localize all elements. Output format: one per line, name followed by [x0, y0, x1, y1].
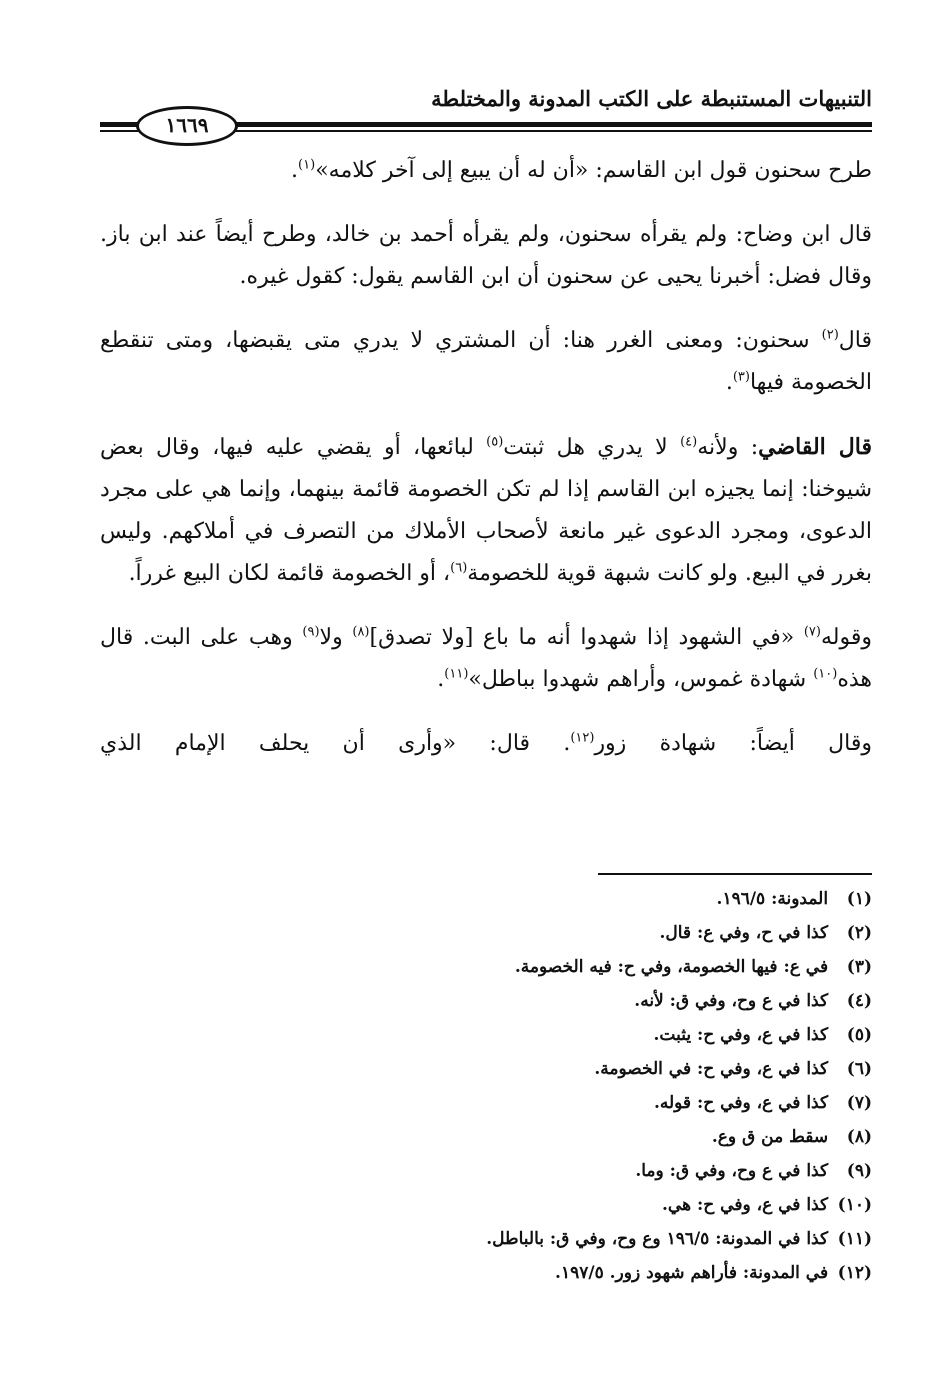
text-run: : ولأنه — [697, 435, 759, 460]
footnote-marker: (١١) — [444, 666, 469, 682]
footnote-text: كذا في ع، وفي ح: يثبت. — [653, 1025, 834, 1045]
footnote-text: كذا في المدونة: ١٩٦/٥ وع وح، وفي ق: بالباطل. — [486, 1229, 834, 1249]
footnote-marker: (١) — [298, 157, 316, 173]
footnote-marker: (٧) — [803, 624, 821, 640]
text-run: قال ابن وضاح: ولم يقرأه سحنون، ولم يقرأه أحمد بن خالد، وطرح أيضاً عند ابن باز. وقال فضل: أخبرنا يحيى عن سحنون أن ابن القاسم يقول: كقول غيره. — [100, 222, 872, 289]
text-run: لا يدري هل ثبتت — [503, 435, 681, 460]
speaker-label: قال القاضي — [758, 434, 873, 460]
footnote-text: كذا في ع وح، وفي ق: وما. — [635, 1161, 834, 1181]
footnote — [100, 1188, 872, 1222]
footnote-text: كذا في ع، وفي ح: قوله. — [653, 1093, 834, 1113]
footnote-number: (٥) — [846, 1025, 872, 1045]
footnote-marker: (١٠) — [813, 666, 838, 682]
footnote-number: (٢) — [846, 923, 872, 943]
paragraph — [100, 150, 872, 192]
main-text — [100, 150, 872, 787]
text-run: وقال أيضاً: شهادة زور — [594, 731, 872, 756]
footnote — [100, 1256, 872, 1290]
footnote-number: (١) — [846, 889, 872, 909]
footnote-marker: (٢) — [821, 327, 839, 343]
paragraph — [100, 617, 872, 701]
text-run: وهب على البت. قال هذه — [100, 625, 872, 692]
footnote-number: (٦) — [846, 1059, 872, 1079]
footnote-number: (٣) — [846, 957, 872, 977]
footnotes — [100, 882, 872, 1290]
footnote-marker: (٩) — [302, 624, 320, 640]
text-run: . — [291, 158, 299, 183]
footnote — [100, 1222, 872, 1256]
footnote-number: (١١) — [837, 1229, 872, 1249]
text-run: شهادة غموس، وأراهم شهدوا بباطل» — [468, 667, 814, 692]
paragraph — [100, 214, 872, 298]
page-number: ١٦٦٩ — [136, 106, 238, 146]
footnote — [100, 1086, 872, 1120]
text-run: ولا — [319, 625, 353, 650]
footnote-number: (١٢) — [837, 1263, 872, 1283]
text-run: «في الشهود إذا شهدوا أنه ما باع [ولا تصدق] — [369, 625, 804, 650]
running-title: التنبيهات المستنبطة على الكتب المدونة والمختلطة — [431, 86, 872, 111]
footnote-number: (٧) — [846, 1093, 872, 1113]
footnote-marker: (٣) — [732, 369, 750, 385]
footnote-text: المدونة: ١٩٦/٥. — [716, 889, 834, 909]
footnote-marker: (٥) — [486, 434, 504, 450]
footnote — [100, 950, 872, 984]
footnote-text: في ع: فيها الخصومة، وفي ح: فيه الخصومة. — [514, 957, 834, 977]
footnote-text: في المدونة: فأراهم شهود زور. ١٩٧/٥. — [555, 1263, 834, 1283]
footnote-text: سقط من ق وع. — [711, 1127, 834, 1147]
paragraph — [100, 320, 872, 404]
text-run: وقوله — [820, 625, 872, 650]
footnote-separator — [598, 873, 872, 875]
text-run: . — [725, 370, 733, 395]
footnote-text: كذا في ع، وفي ح: في الخصومة. — [594, 1059, 834, 1079]
footnote-text: كذا في ع وح، وفي ق: لأنه. — [634, 991, 834, 1011]
page-header — [100, 84, 872, 137]
paragraph — [100, 426, 872, 595]
footnote — [100, 1018, 872, 1052]
footnote-text: كذا في ع، وفي ح: هي. — [662, 1195, 834, 1215]
footnote-number: (١٠) — [837, 1195, 872, 1215]
footnote — [100, 1052, 872, 1086]
footnote — [100, 1154, 872, 1188]
footnote-number: (٩) — [846, 1161, 872, 1181]
footnote — [100, 916, 872, 950]
footnote-number: (٨) — [846, 1127, 872, 1147]
text-run: طرح سحنون قول ابن القاسم: «أن له أن يبيع إلى آخر كلامه» — [315, 158, 872, 183]
text-run: قال — [838, 328, 872, 353]
footnote — [100, 882, 872, 916]
footnote-text: كذا في ح، وفي ع: قال. — [659, 923, 834, 943]
footnote-marker: (٨) — [352, 624, 370, 640]
footnote-marker: (٤) — [680, 434, 698, 450]
footnote — [100, 984, 872, 1018]
text-run: سحنون: ومعنى الغرر هنا: أن المشتري لا يدري متى يقبضها، ومتى تنقطع الخصومة فيها — [100, 328, 872, 395]
text-run: ، أو الخصومة قائمة لكان البيع غرراً. — [128, 561, 451, 586]
footnote-marker: (٦) — [450, 560, 468, 576]
text-run: لبائعها، أو يقضي عليه فيها، وقال بعض شيوخنا: إنما يجيزه ابن القاسم إذا لم تكن الخصومة قائمة بينهما، وإنما هي على مجرد الدعوى، ومجرد الدعوى غير مانعة لأصحاب الأملاك من التصرف في أملاكهم. وليس بغرر في البيع. ولو كانت شبهة قوية للخصومة — [100, 435, 872, 586]
footnote — [100, 1120, 872, 1154]
footnote-number: (٤) — [846, 991, 872, 1011]
footnote-marker: (١٢) — [570, 730, 595, 746]
paragraph — [100, 723, 872, 765]
text-run: . — [437, 667, 445, 692]
text-run: . قال: «وأرى أن يحلف الإمام الذي — [100, 731, 571, 756]
